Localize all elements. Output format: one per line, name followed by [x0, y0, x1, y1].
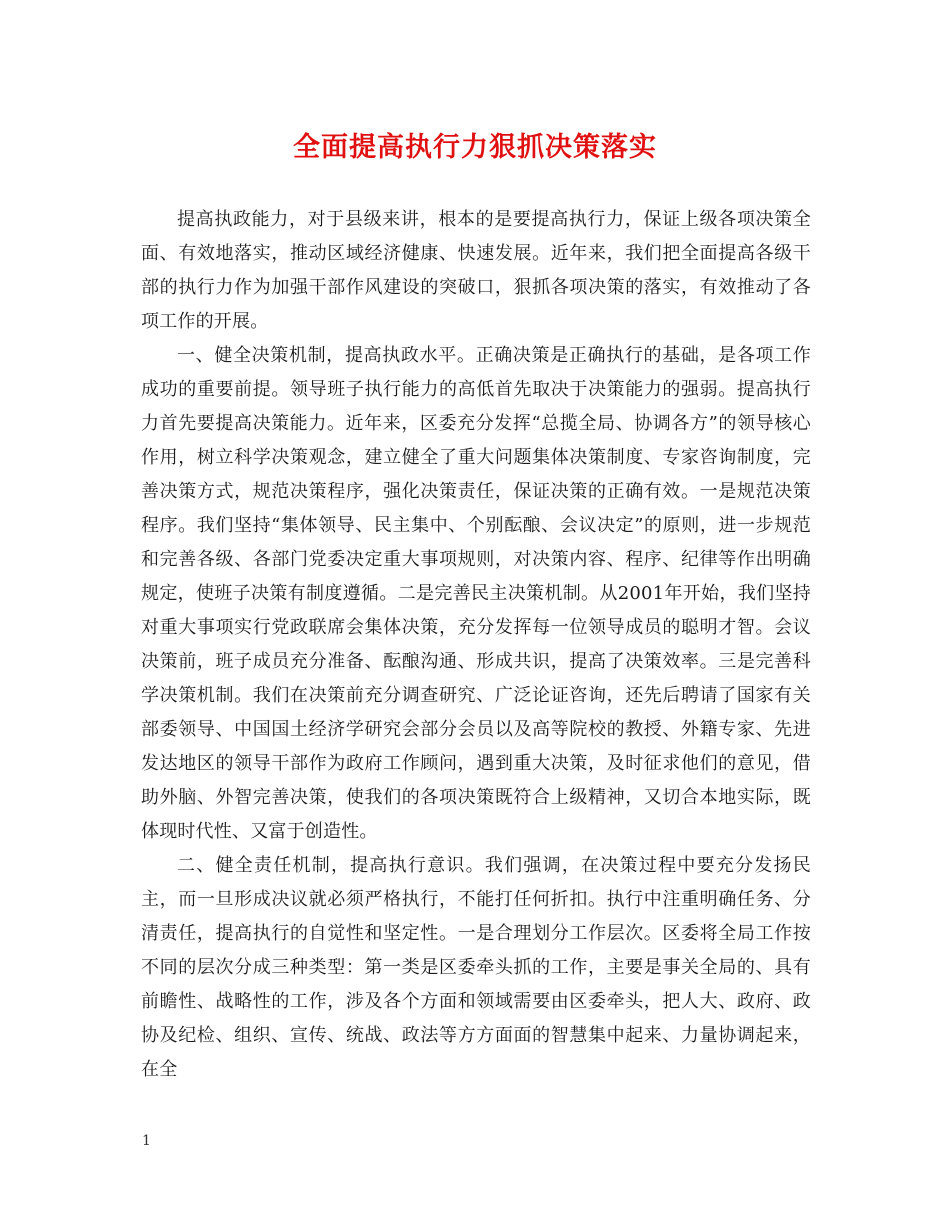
page-number: 1 — [142, 1133, 151, 1149]
document-body — [141, 203, 811, 1087]
document-title: 全面提高执行力狠抓决策落实 — [293, 132, 657, 163]
paragraph-section-2: 二、健全责任机制，提高执行意识。我们强调，在决策过程中要充分发扬民主，而一旦形成决议就必须严格执行，不能打任何折扣。执行中注重明确任务、分清责任，提高执行的自觉性和坚定性。一是合理划分工作层次。区委将全局工作按不同的层次分成三种类型：第一类是区委牵头抓的工作，主要是事关全局的、具有前瞻性、战略性的工作，涉及各个方面和领域需要由区委牵头，把人大、政府、政协及纪检、组织、宣传、统战、政法等方方面面的智慧集中起来、力量协调起来，在全 — [141, 855, 811, 1080]
paragraph-section-1: 一、健全决策机制，提高执政水平。正确决策是正确执行的基础，是各项工作成功的重要前提。领导班子执行能力的高低首先取决于决策能力的强弱。提高执行力首先要提高决策能力。近年来，区委充分发挥“总揽全局、协调各方”的领导核心作用，树立科学决策观念，建立健全了重大问题集体决策制度、专家咨询制度，完善决策方式，规范决策程序，强化决策责任，保证决策的正确有效。一是规范决策程序。我们坚持“集体领导、民主集中、个别酝酿、会议决定”的原则，进一步规范和完善各级、各部门党委决定重大事项规则，对决策内容、程序、纪律等作出明确规定，使班子决策有制度遵循。二是完善民主决策机制。从2001年开始，我们坚持对重大事项实行党政联席会集体决策，充分发挥每一位领导成员的聪明才智。会议决策前，班子成员充分准备、酝酿沟通、形成共识，提高了决策效率。三是完善科学决策机制。我们在决策前充分调查研究、广泛论证咨询，还先后聘请了国家有关部委领导、中国国土经济学研究会部分会员以及高等院校的教授、外籍专家、先进发达地区的领导干部作为政府工作顾问，遇到重大决策，及时征求他们的意见，借助外脑、外智完善决策，使我们的各项决策既符合上级精神，又切合本地实际，既体现时代性、又富于创造性。 — [141, 345, 811, 842]
paragraph-intro: 提高执政能力，对于县级来讲，根本的是要提高执行力，保证上级各项决策全面、有效地落实，推动区域经济健康、快速发展。近年来，我们把全面提高各级干部的执行力作为加强干部作风建设的突破口，狠抓各项决策的落实，有效推动了各项工作的开展。 — [141, 209, 811, 332]
